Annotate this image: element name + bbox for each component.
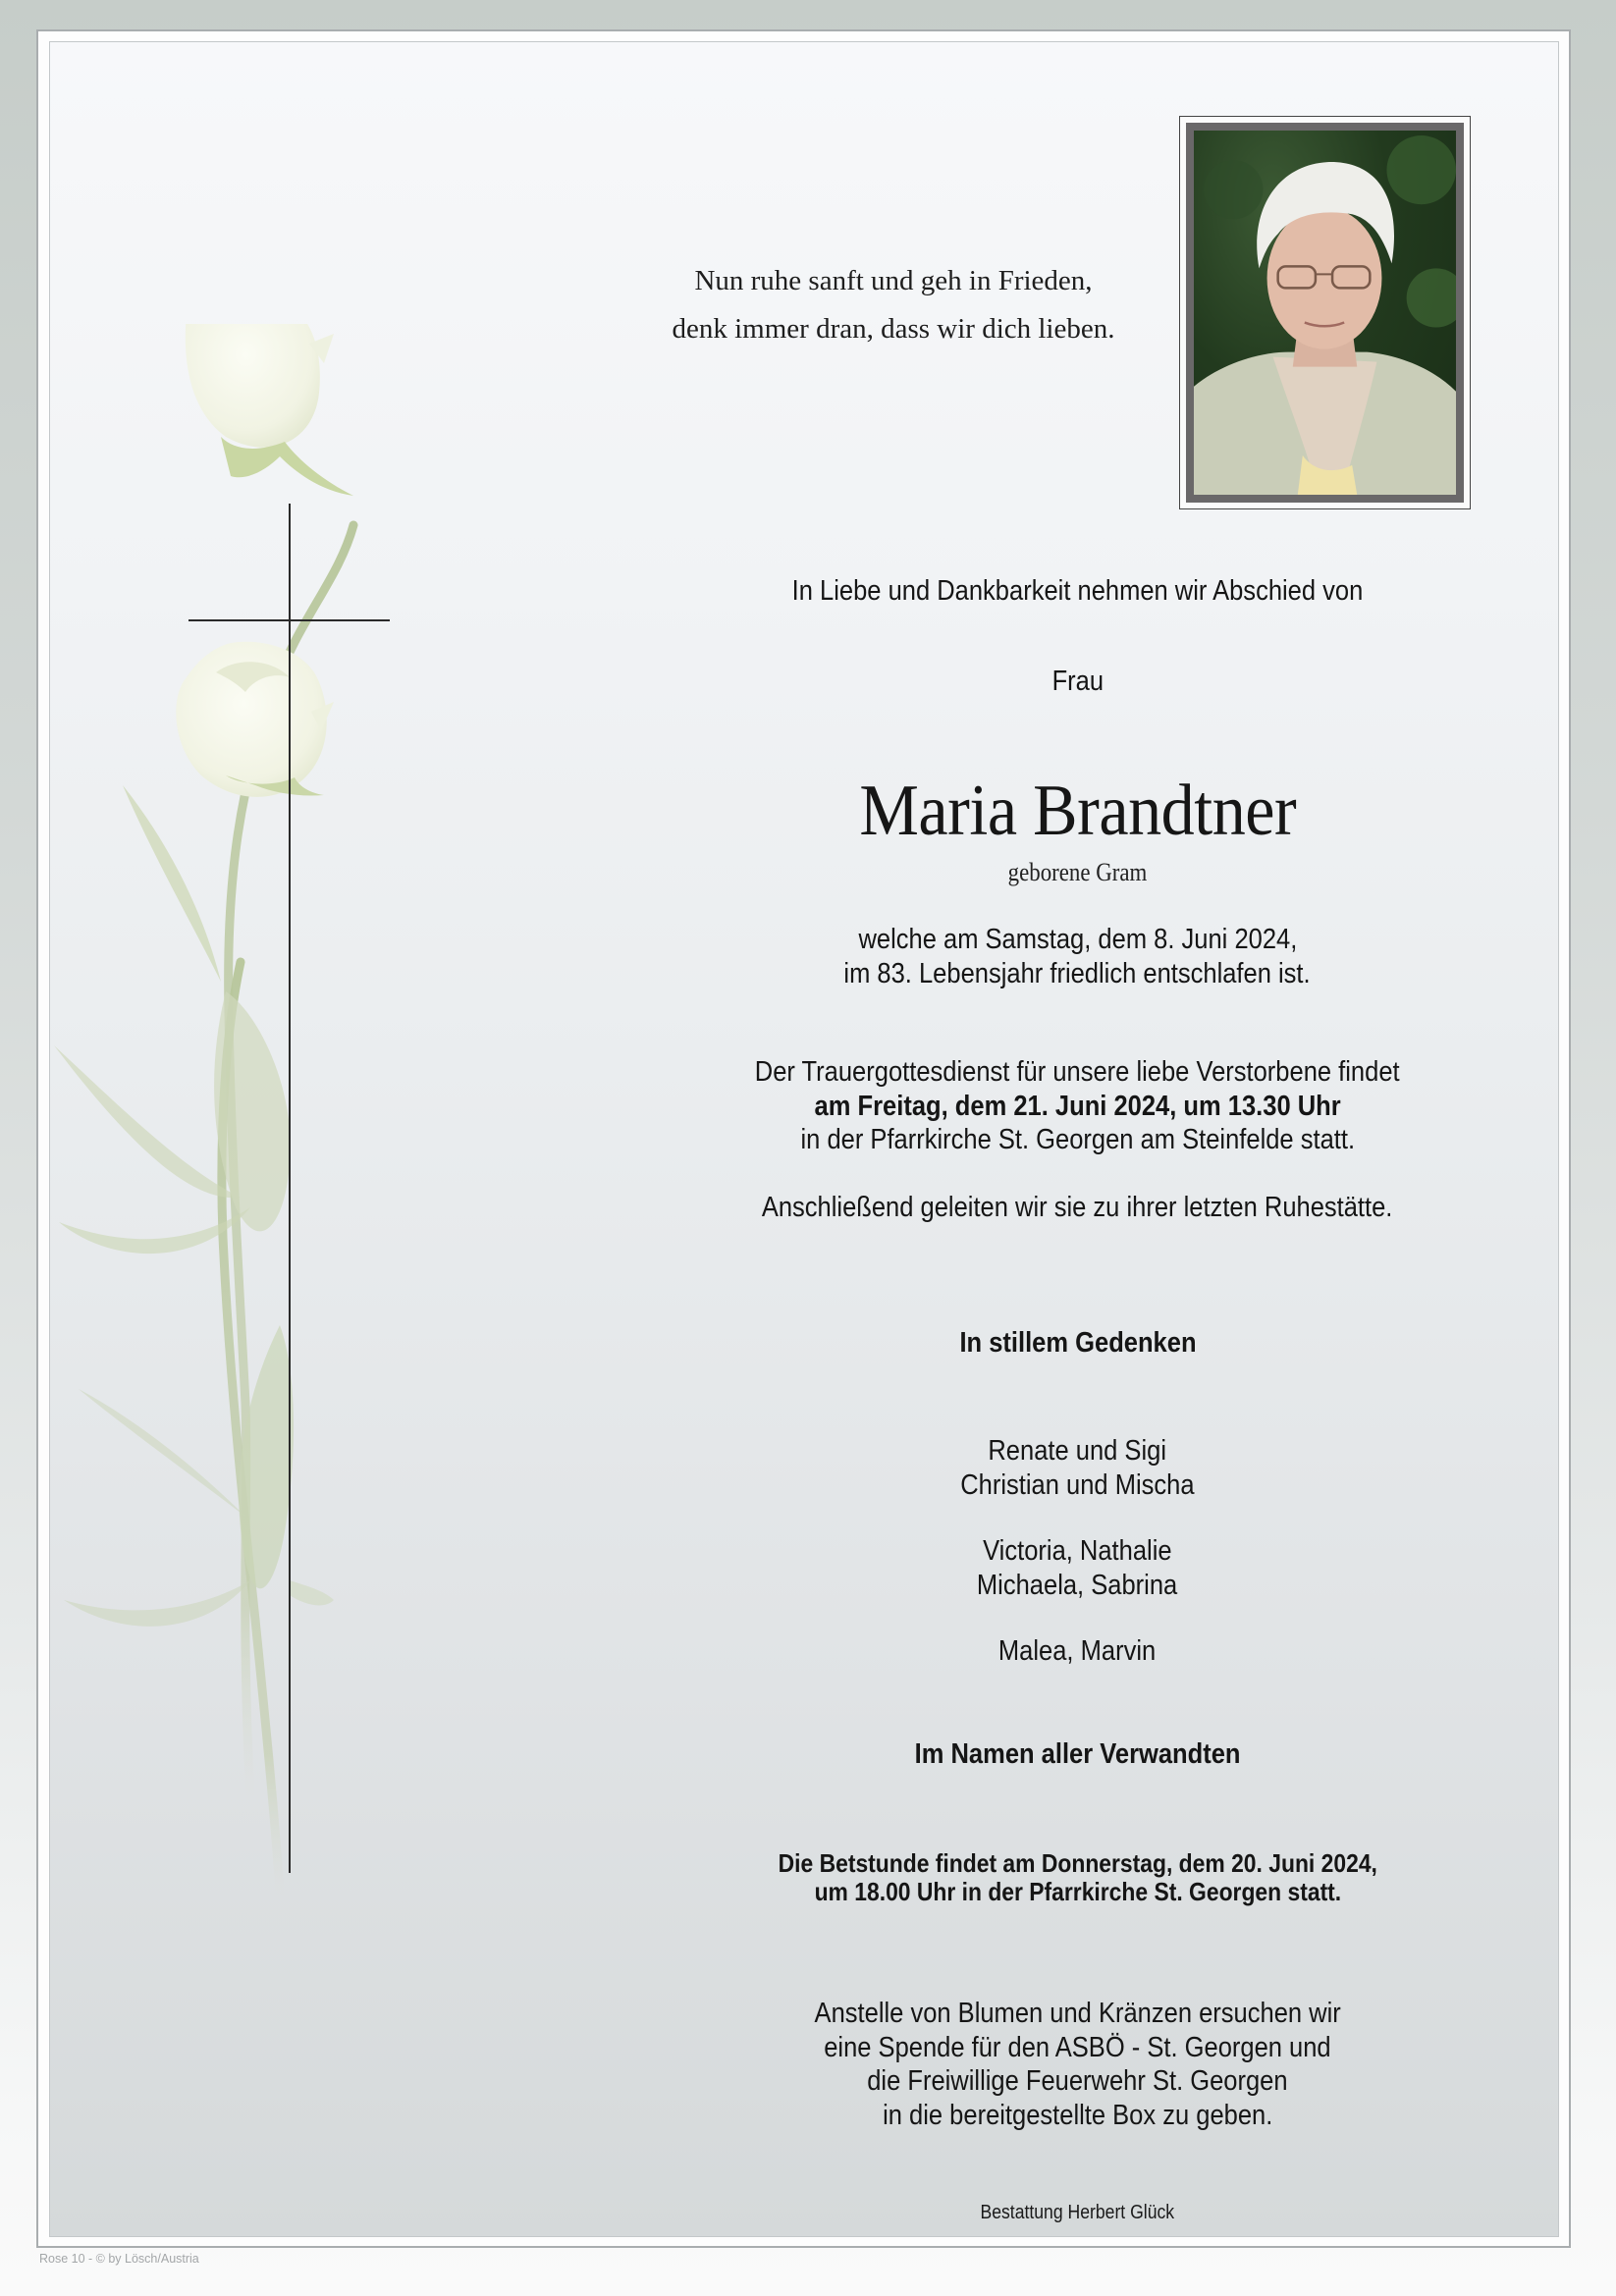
portrait-icon bbox=[1194, 131, 1456, 495]
service-date-time: am Freitag, dem 21. Juni 2024, um 13.30 Uhr bbox=[814, 1090, 1341, 1122]
white-roses-icon bbox=[54, 324, 466, 2052]
deceased-name bbox=[628, 772, 1527, 850]
maiden-name-text: geborene Gram bbox=[1007, 858, 1148, 886]
portrait-frame bbox=[1179, 116, 1471, 509]
portrait-photo bbox=[1186, 123, 1464, 503]
service-location: in der Pfarrkirche St. Georgen am Steinfelde statt. bbox=[800, 1124, 1355, 1155]
mourner-item: Michaela, Sabrina bbox=[977, 1569, 1178, 1601]
mourners-list-greatgrandchildren bbox=[628, 1634, 1527, 1669]
cross-icon-vertical bbox=[289, 504, 291, 1873]
salutation bbox=[628, 665, 1527, 699]
maiden-name bbox=[628, 858, 1527, 887]
donation-line-1: Anstelle von Blumen und Kränzen ersuchen wir bbox=[814, 1998, 1341, 2029]
prayer-hour-line-1: Die Betstunde findet am Donnerstag, dem 20. Juni 2024, bbox=[778, 1848, 1377, 1878]
mourner-item: Malea, Marvin bbox=[998, 1635, 1157, 1667]
prayer-hour-line-2: um 18.00 Uhr in der Pfarrkirche St. Georgen statt. bbox=[814, 1877, 1341, 1906]
donation-line-3: die Freiwillige Feuerwehr St. Georgen bbox=[867, 2065, 1288, 2097]
funeral-home bbox=[628, 2201, 1527, 2224]
mourners-list-grandchildren bbox=[628, 1534, 1527, 1602]
death-notice-line-2: im 83. Lebensjahr friedlich entschlafen ist. bbox=[843, 957, 1312, 989]
mourner-item: Christian und Mischa bbox=[960, 1468, 1195, 1501]
donation-line-2: eine Spende für den ASBÖ - St. Georgen und bbox=[824, 2031, 1331, 2063]
donation-line-4: in die bereitgestellte Box zu geben. bbox=[882, 2099, 1273, 2131]
death-notice bbox=[628, 923, 1527, 990]
mourners-heading bbox=[628, 1326, 1527, 1361]
burial-note bbox=[628, 1191, 1527, 1225]
burial-text: Anschließend geleiten wir sie zu ihrer letzten Ruhestätte. bbox=[762, 1192, 1393, 1223]
copyright-note: Rose 10 - © by Lösch/Austria bbox=[39, 2252, 199, 2266]
mourner-item: Victoria, Nathalie bbox=[983, 1535, 1172, 1567]
funeral-home-text: Bestattung Herbert Glück bbox=[980, 2202, 1175, 2223]
quote-line-2: denk immer dran, dass wir dich lieben. bbox=[672, 313, 1115, 345]
memorial-quote bbox=[628, 257, 1158, 353]
death-notice-line-1: welche am Samstag, dem 8. Juni 2024, bbox=[858, 924, 1297, 955]
donation-request bbox=[628, 1997, 1527, 2132]
quote-line-1: Nun ruhe sanft und geh in Frieden, bbox=[694, 265, 1093, 296]
intro-line: In Liebe und Dankbarkeit nehmen wir Abschied von bbox=[791, 575, 1364, 607]
intro-text bbox=[628, 574, 1527, 609]
deceased-name-text: Maria Brandtner bbox=[859, 771, 1296, 851]
prayer-hour bbox=[628, 1849, 1527, 1906]
service-line-1: Der Trauergottesdienst für unsere liebe Verstorbene findet bbox=[755, 1056, 1400, 1088]
mourners-list bbox=[628, 1434, 1527, 1502]
relatives-line bbox=[628, 1737, 1527, 1772]
salutation-text: Frau bbox=[1051, 666, 1104, 697]
relatives-text: Im Namen aller Verwandten bbox=[914, 1738, 1241, 1770]
mourner-item: Renate und Sigi bbox=[988, 1435, 1167, 1467]
cross-icon-horizontal bbox=[189, 619, 390, 621]
mourners-heading-text: In stillem Gedenken bbox=[958, 1327, 1197, 1359]
funeral-service bbox=[628, 1055, 1527, 1157]
